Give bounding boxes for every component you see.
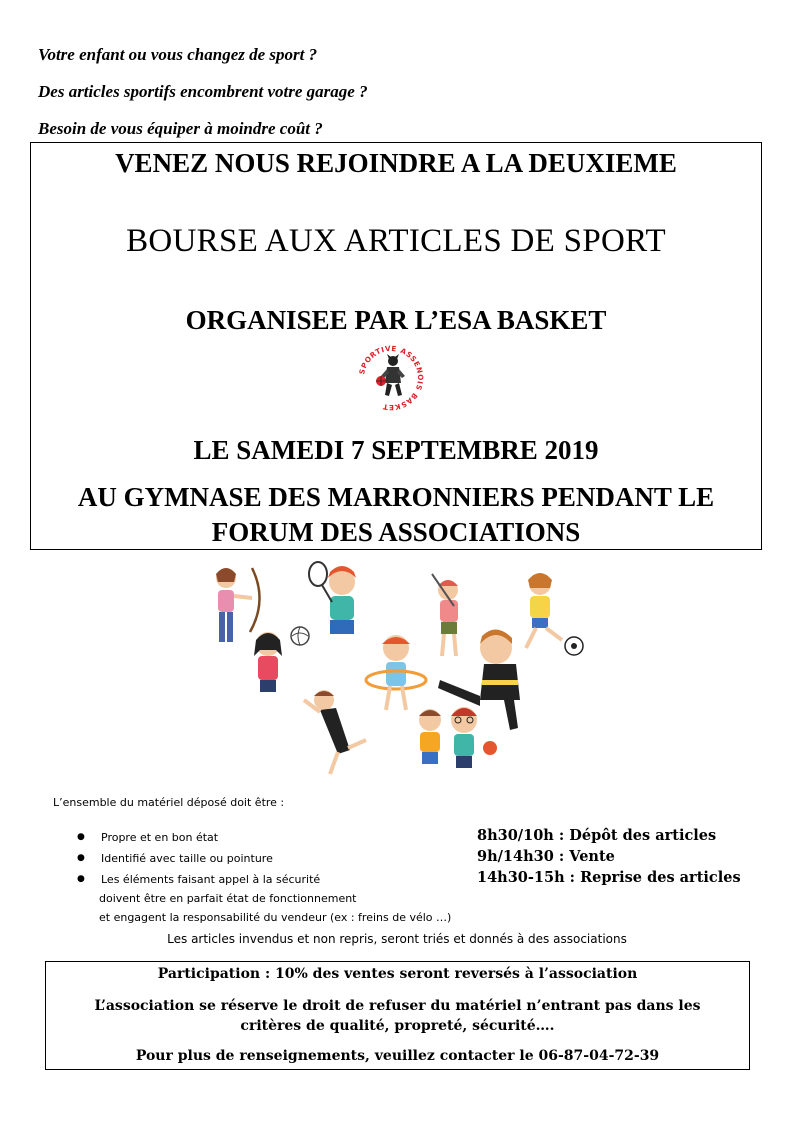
basketball-kids-icon [419, 707, 497, 768]
club-logo-icon [356, 343, 426, 413]
contact-text: Pour plus de renseignements, veuillez contacter le 06-87-04-72-39 [135, 1048, 660, 1064]
bullet-icon: ● [77, 832, 85, 842]
footer-info-box [45, 961, 750, 1070]
condition-text-continuation: et engagent la responsabilité du vendeur (ex : freins de vélo …) [99, 911, 452, 924]
event-date: LE SAMEDI 7 SEPTEMBRE 2019 [193, 435, 599, 465]
schedule-sale: 9h/14h30 : Vente [477, 848, 615, 865]
condition-text: Propre et en bon état [101, 831, 219, 844]
gymnast-kid-icon [304, 690, 366, 774]
schedule-return: 14h30-15h : Reprise des articles [477, 869, 741, 886]
event-organizer: ORGANISEE PAR L’ESA BASKET [185, 305, 607, 335]
soccer-kid-icon [526, 573, 583, 655]
condition-text: Identifié avec taille ou pointure [101, 852, 273, 865]
intro-question-2: Des articles sportifs encombrent votre garage ? [38, 82, 368, 101]
conditions-intro: L’ensemble du matériel déposé doit être : [53, 796, 285, 809]
event-announcement-box [30, 142, 762, 550]
conditions-list-item [77, 869, 451, 927]
participation-text: Participation : 10% des ventes seront reversés à l’association [157, 966, 638, 982]
conditions-list-item [77, 848, 451, 869]
bullet-icon: ● [77, 874, 85, 884]
bullet-icon: ● [77, 853, 85, 863]
rights-text: L’association se réserve le droit de refuser du matériel n’entrant pas dans les critères de qualité, propreté, sécurité…. [94, 998, 701, 1034]
event-location: AU GYMNASE DES MARRONNIERS PENDANT LE FORUM DES ASSOCIATIONS [77, 482, 715, 547]
conditions-list [77, 827, 451, 927]
intro-question-1: Votre enfant ou vous changez de sport ? [38, 45, 318, 64]
condition-text-continuation: doivent être en parfait état de fonctionnement [99, 892, 357, 905]
unsold-note: Les articles invendus et non repris, seront triés et donnés à des associations [167, 932, 627, 946]
hula-hoop-kid-icon [366, 635, 426, 710]
intro-question-3: Besoin de vous équiper à moindre coût ? [38, 119, 323, 138]
archer-kid-icon [216, 568, 260, 642]
kids-sports-illustration [200, 560, 590, 782]
schedule [477, 825, 741, 888]
schedule-deposit: 8h30/10h : Dépôt des articles [477, 827, 717, 844]
conditions-list-item [77, 827, 451, 848]
club-logo-text: SPORTIVE ASSENOIS BASKET [357, 343, 426, 413]
condition-text: Les éléments faisant appel à la sécurité [101, 873, 321, 886]
event-invite-line: VENEZ NOUS REJOINDRE A LA DEUXIEME [115, 148, 677, 178]
karate-kid-icon [438, 629, 520, 730]
volleyball-kid-icon [254, 627, 309, 692]
event-title: BOURSE AUX ARTICLES DE SPORT [126, 223, 666, 259]
golf-kid-icon [432, 574, 458, 656]
tennis-kid-icon [309, 562, 356, 634]
intro-questions [38, 36, 368, 147]
